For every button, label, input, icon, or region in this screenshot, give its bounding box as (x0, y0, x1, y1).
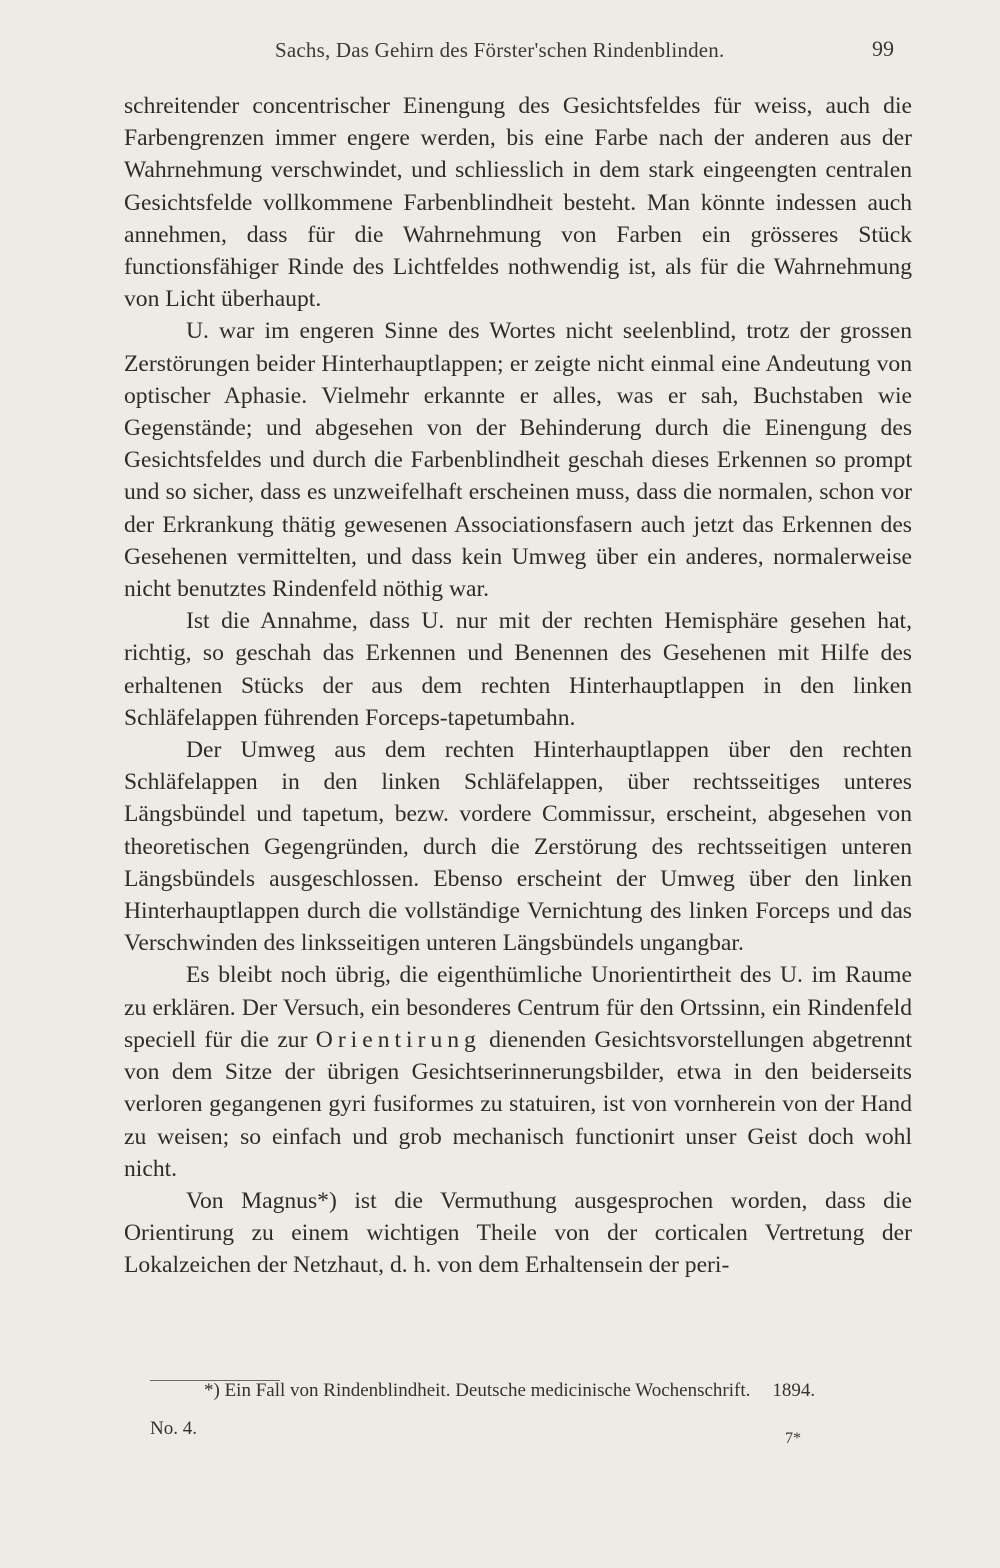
paragraph-5-part-1: Es bleibt noch übrig, die eigenthümliche Unorientirtheit des U. im Raume zu erklären. Der Versuch, ein besonderes Centrum für den Ortssinn, ein Rindenfeld speciell für die zur (124, 962, 912, 1053)
running-title: Sachs, Das Gehirn des Förster'schen Rindenblinden. (275, 38, 725, 62)
paragraph-4: Der Umweg aus dem rechten Hinterhauptlappen über den rechten Schläfelappen in den linken Schläfelappen, über rechtsseitiges unteres Längsbündel und tapetum, bezw. vordere Commissur, erscheint, abgesehen von theoretischen Gegengründen, durch die Zerstörung des rechtsseitigen unteren Längsbündels ausgeschlossen. Ebenso erscheint der Umweg über den linken Hinterhauptlappen durch die vollständige Vernichtung des linken Forceps und das Verschwinden des linksseitigen unteren Längsbündels ungangbar. (124, 737, 912, 957)
footnote-year: 1894. (772, 1380, 816, 1401)
page-number: 99 (872, 36, 894, 61)
paragraph-6: Von Magnus*) ist die Vermuthung ausgesprochen worden, dass die Orientirung zu einem wichtigen Theile von der corticalen Vertretung der Lokalzeichen der Netzhaut, d. h. von dem Erhaltensein der peri- (124, 1187, 912, 1279)
footnote-text: *) Ein Fall von Rindenblindheit. Deutsche medicinische Wochenschrift. (204, 1380, 751, 1401)
paragraph-5 (124, 959, 912, 1184)
sheet-mark: 7* (785, 1430, 801, 1447)
paragraph-5-part-2: dienenden Gesichtsvorstellungen abgetrennt von dem Sitze der übrigen Gesichtserinnerungsbilder, etwa in den beiderseits verloren gegangenen gyri fusiformes zu statuiren, ist von vornherein von der Hand zu weisen; so einfach und grob mechanisch functionirt unser Geist doch wohl nicht. (124, 1026, 913, 1182)
emphasis-spaced-word: Orientirung (315, 1026, 481, 1053)
body-text (124, 90, 912, 1282)
signature-mark: No. 4. (150, 1418, 197, 1439)
paragraph-1: schreitender concentrischer Einengung des Gesichtsfeldes für weiss, auch die Farbengrenzen immer engere werden, bis eine Farbe nach der anderen aus der Wahrnehmung verschwindet, und schliesslich in dem stark eingeengten centralen Gesichtsfelde vollkommene Farbenblindheit besteht. Man könnte indessen auch annehmen, dass für die Wahrnehmung von Farben ein grösseres Stück functionsfähiger Rinde des Lichtfeldes nothwendig ist, als für die Wahrnehmung von Licht überhaupt. (124, 93, 912, 313)
paragraph-2: U. war im engeren Sinne des Wortes nicht seelenblind, trotz der grossen Zerstörungen beider Hinterhauptlappen; er zeigte nicht einmal eine Andeutung von optischer Aphasie. Vielmehr erkannte er alles, was er sah, Buchstaben wie Gegenstände; und abgesehen von der Behinderung durch die Einengung des Gesichtsfeldes und durch die Farbenblindheit geschah dieses Erkennen so prompt und so sicher, dass es unzweifelhaft erscheinen muss, dass die normalen, schon vor der Erkrankung thätig gewesenen Associationsfasern auch jetzt das Erkennen des Gesehenen vermittelten, und dass kein Umweg über ein anderes, normalerweise nicht benutztes Rindenfeld nöthig war. (124, 318, 912, 603)
paragraph-3: Ist die Annahme, dass U. nur mit der rechten Hemisphäre gesehen hat, richtig, so geschah das Erkennen und Benennen des Gesehenen mit Hilfe des erhaltenen Stücks der aus dem rechten Hinterhauptlappen in den linken Schläfelappen führenden Forceps-tapetumbahn. (124, 608, 912, 731)
footnote (204, 1378, 934, 1404)
